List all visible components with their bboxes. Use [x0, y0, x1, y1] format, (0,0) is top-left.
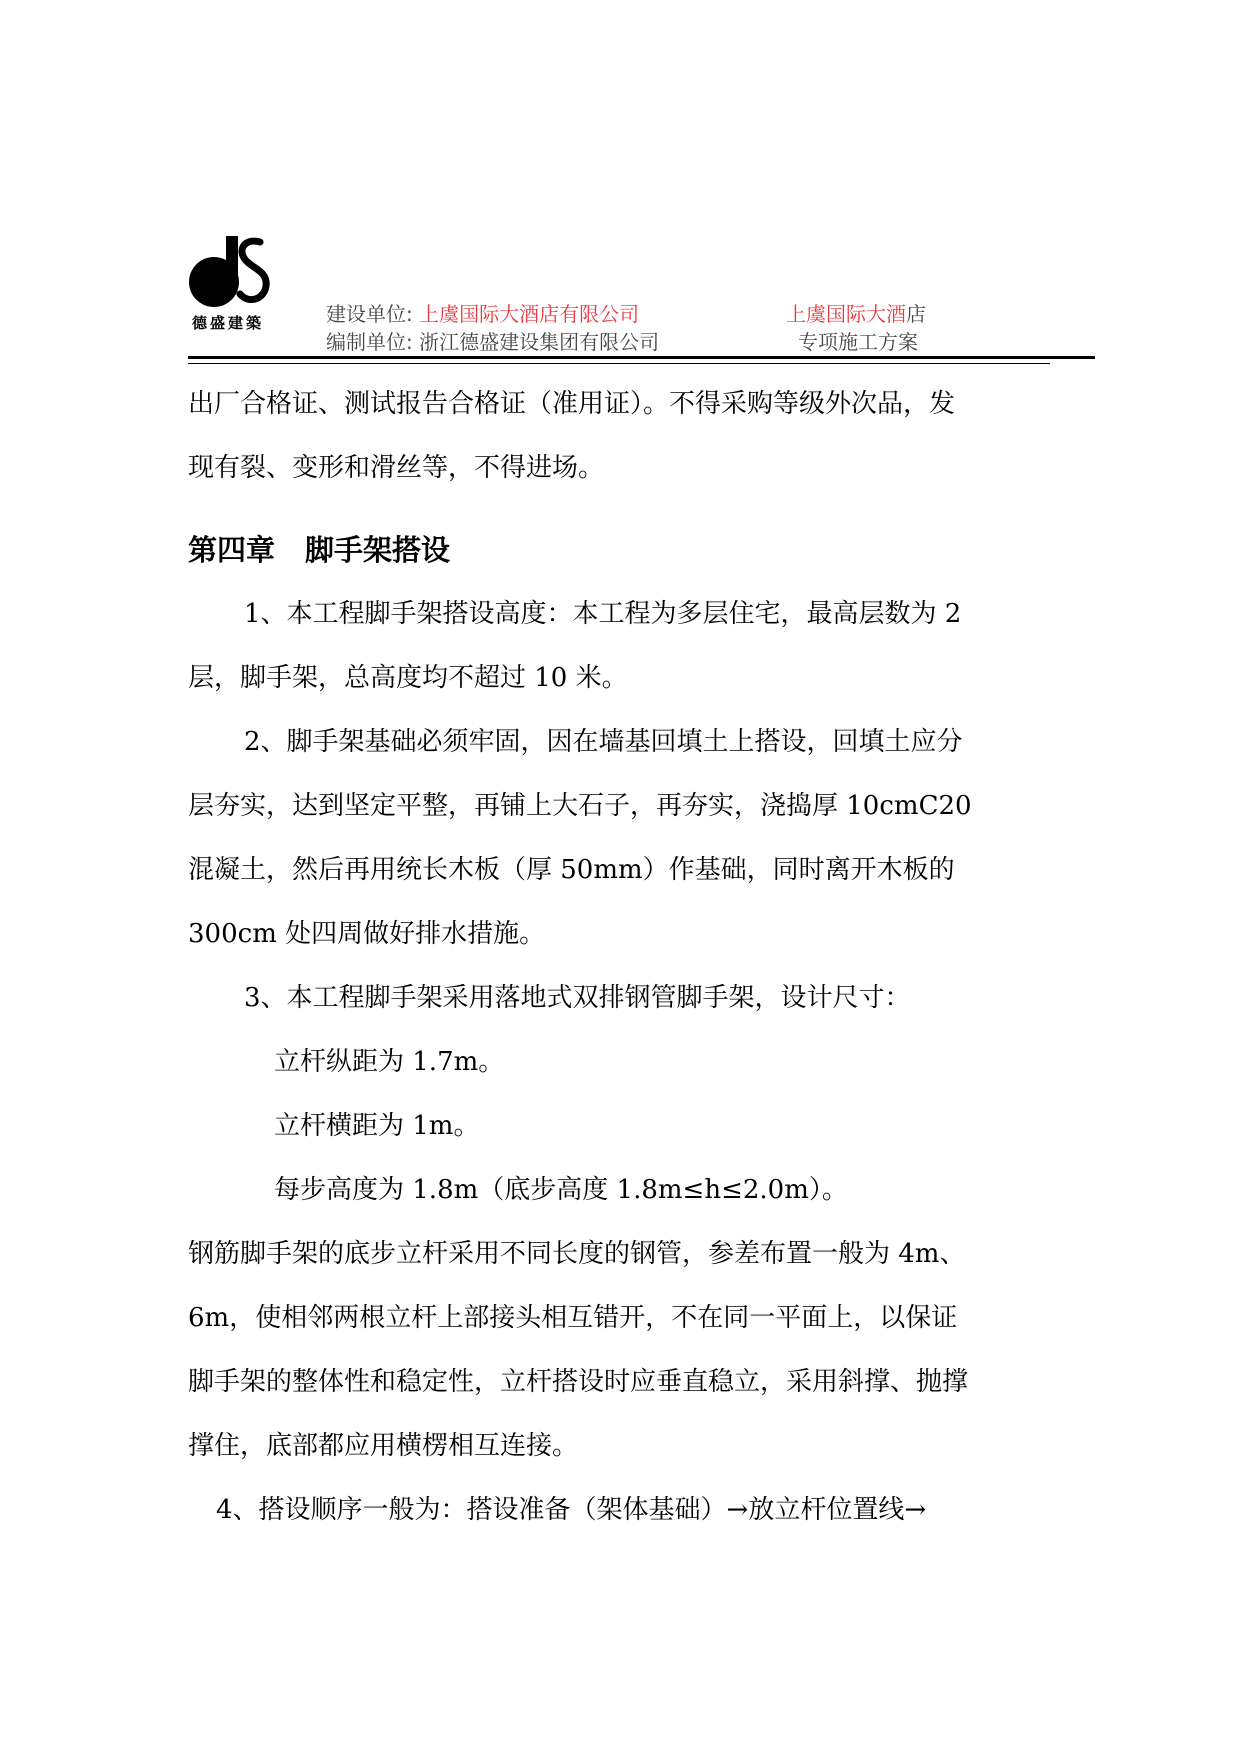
chapter-number: 第四章 — [188, 533, 276, 567]
paragraph-line: 混凝土，然后再用统长木板（厚 50mm）作基础，同时离开木板的 — [188, 855, 955, 885]
construction-unit-label: 建设单位: — [326, 302, 413, 326]
project-name — [786, 298, 926, 327]
document-body — [188, 372, 1058, 1542]
paragraph-line: 立杆横距为 1m。 — [274, 1111, 480, 1141]
compiling-unit-value: 浙江德盛建设集团有限公司 — [419, 330, 660, 354]
paragraph-line: 立杆纵距为 1.7m。 — [274, 1047, 505, 1077]
header-rule-thin — [188, 363, 1050, 364]
paragraph-line: 层，脚手架，总高度均不超过 10 米。 — [188, 663, 628, 693]
project-name-tail: 店 — [906, 302, 926, 326]
paragraph-line: 撑住，底部都应用横楞相互连接。 — [188, 1431, 579, 1461]
paragraph-line: 6m，使相邻两根立杆上部接头相互错开，不在同一平面上，以保证 — [188, 1303, 958, 1333]
company-logo — [188, 232, 278, 332]
paragraph-line: 现有裂、变形和滑丝等，不得进场。 — [188, 453, 605, 483]
document-type: 专项施工方案 — [798, 330, 918, 354]
paragraph-line: 出厂合格证、测试报告合格证（准用证）。不得采购等级外次品，发 — [188, 389, 956, 419]
header-rule-thick — [188, 356, 1095, 359]
logo-text: 德盛建築 — [192, 314, 265, 332]
paragraph-line: 300cm 处四周做好排水措施。 — [188, 919, 546, 949]
paragraph-line: 层夯实，达到坚定平整，再铺上大石子，再夯实，浇捣厚 10cmC20 — [188, 791, 972, 821]
chapter-heading — [188, 518, 1058, 582]
paragraph-line: 钢筋脚手架的底步立杆采用不同长度的钢管，参差布置一般为 4m、 — [188, 1239, 966, 1269]
construction-unit-line — [326, 298, 639, 327]
project-name-red: 上虞国际大酒 — [786, 302, 906, 326]
paragraph-line: 3、本工程脚手架采用落地式双排钢管脚手架，设计尺寸： — [244, 983, 911, 1013]
page-header — [188, 232, 1095, 362]
paragraph-line: 2、脚手架基础必须牢固，因在墙基回填土上搭设，回填土应分 — [244, 727, 963, 757]
paragraph-line: 1、本工程脚手架搭设高度：本工程为多层住宅，最高层数为 2 — [244, 599, 962, 629]
compiling-unit-line — [326, 326, 659, 355]
paragraph-line: 4、搭设顺序一般为：搭设准备（架体基础）→放立杆位置线→ — [216, 1495, 927, 1525]
paragraph-line: 每步高度为 1.8m（底步高度 1.8m≤h≤2.0m）。 — [274, 1175, 848, 1205]
construction-unit-value: 上虞国际大酒店有限公司 — [419, 302, 640, 326]
paragraph-line: 脚手架的整体性和稳定性，立杆搭设时应垂直稳立，采用斜撑、抛撑 — [188, 1367, 969, 1397]
compiling-unit-label: 编制单位: — [326, 330, 413, 354]
ds-logo-mark — [188, 232, 278, 312]
chapter-title: 脚手架搭设 — [305, 533, 451, 567]
